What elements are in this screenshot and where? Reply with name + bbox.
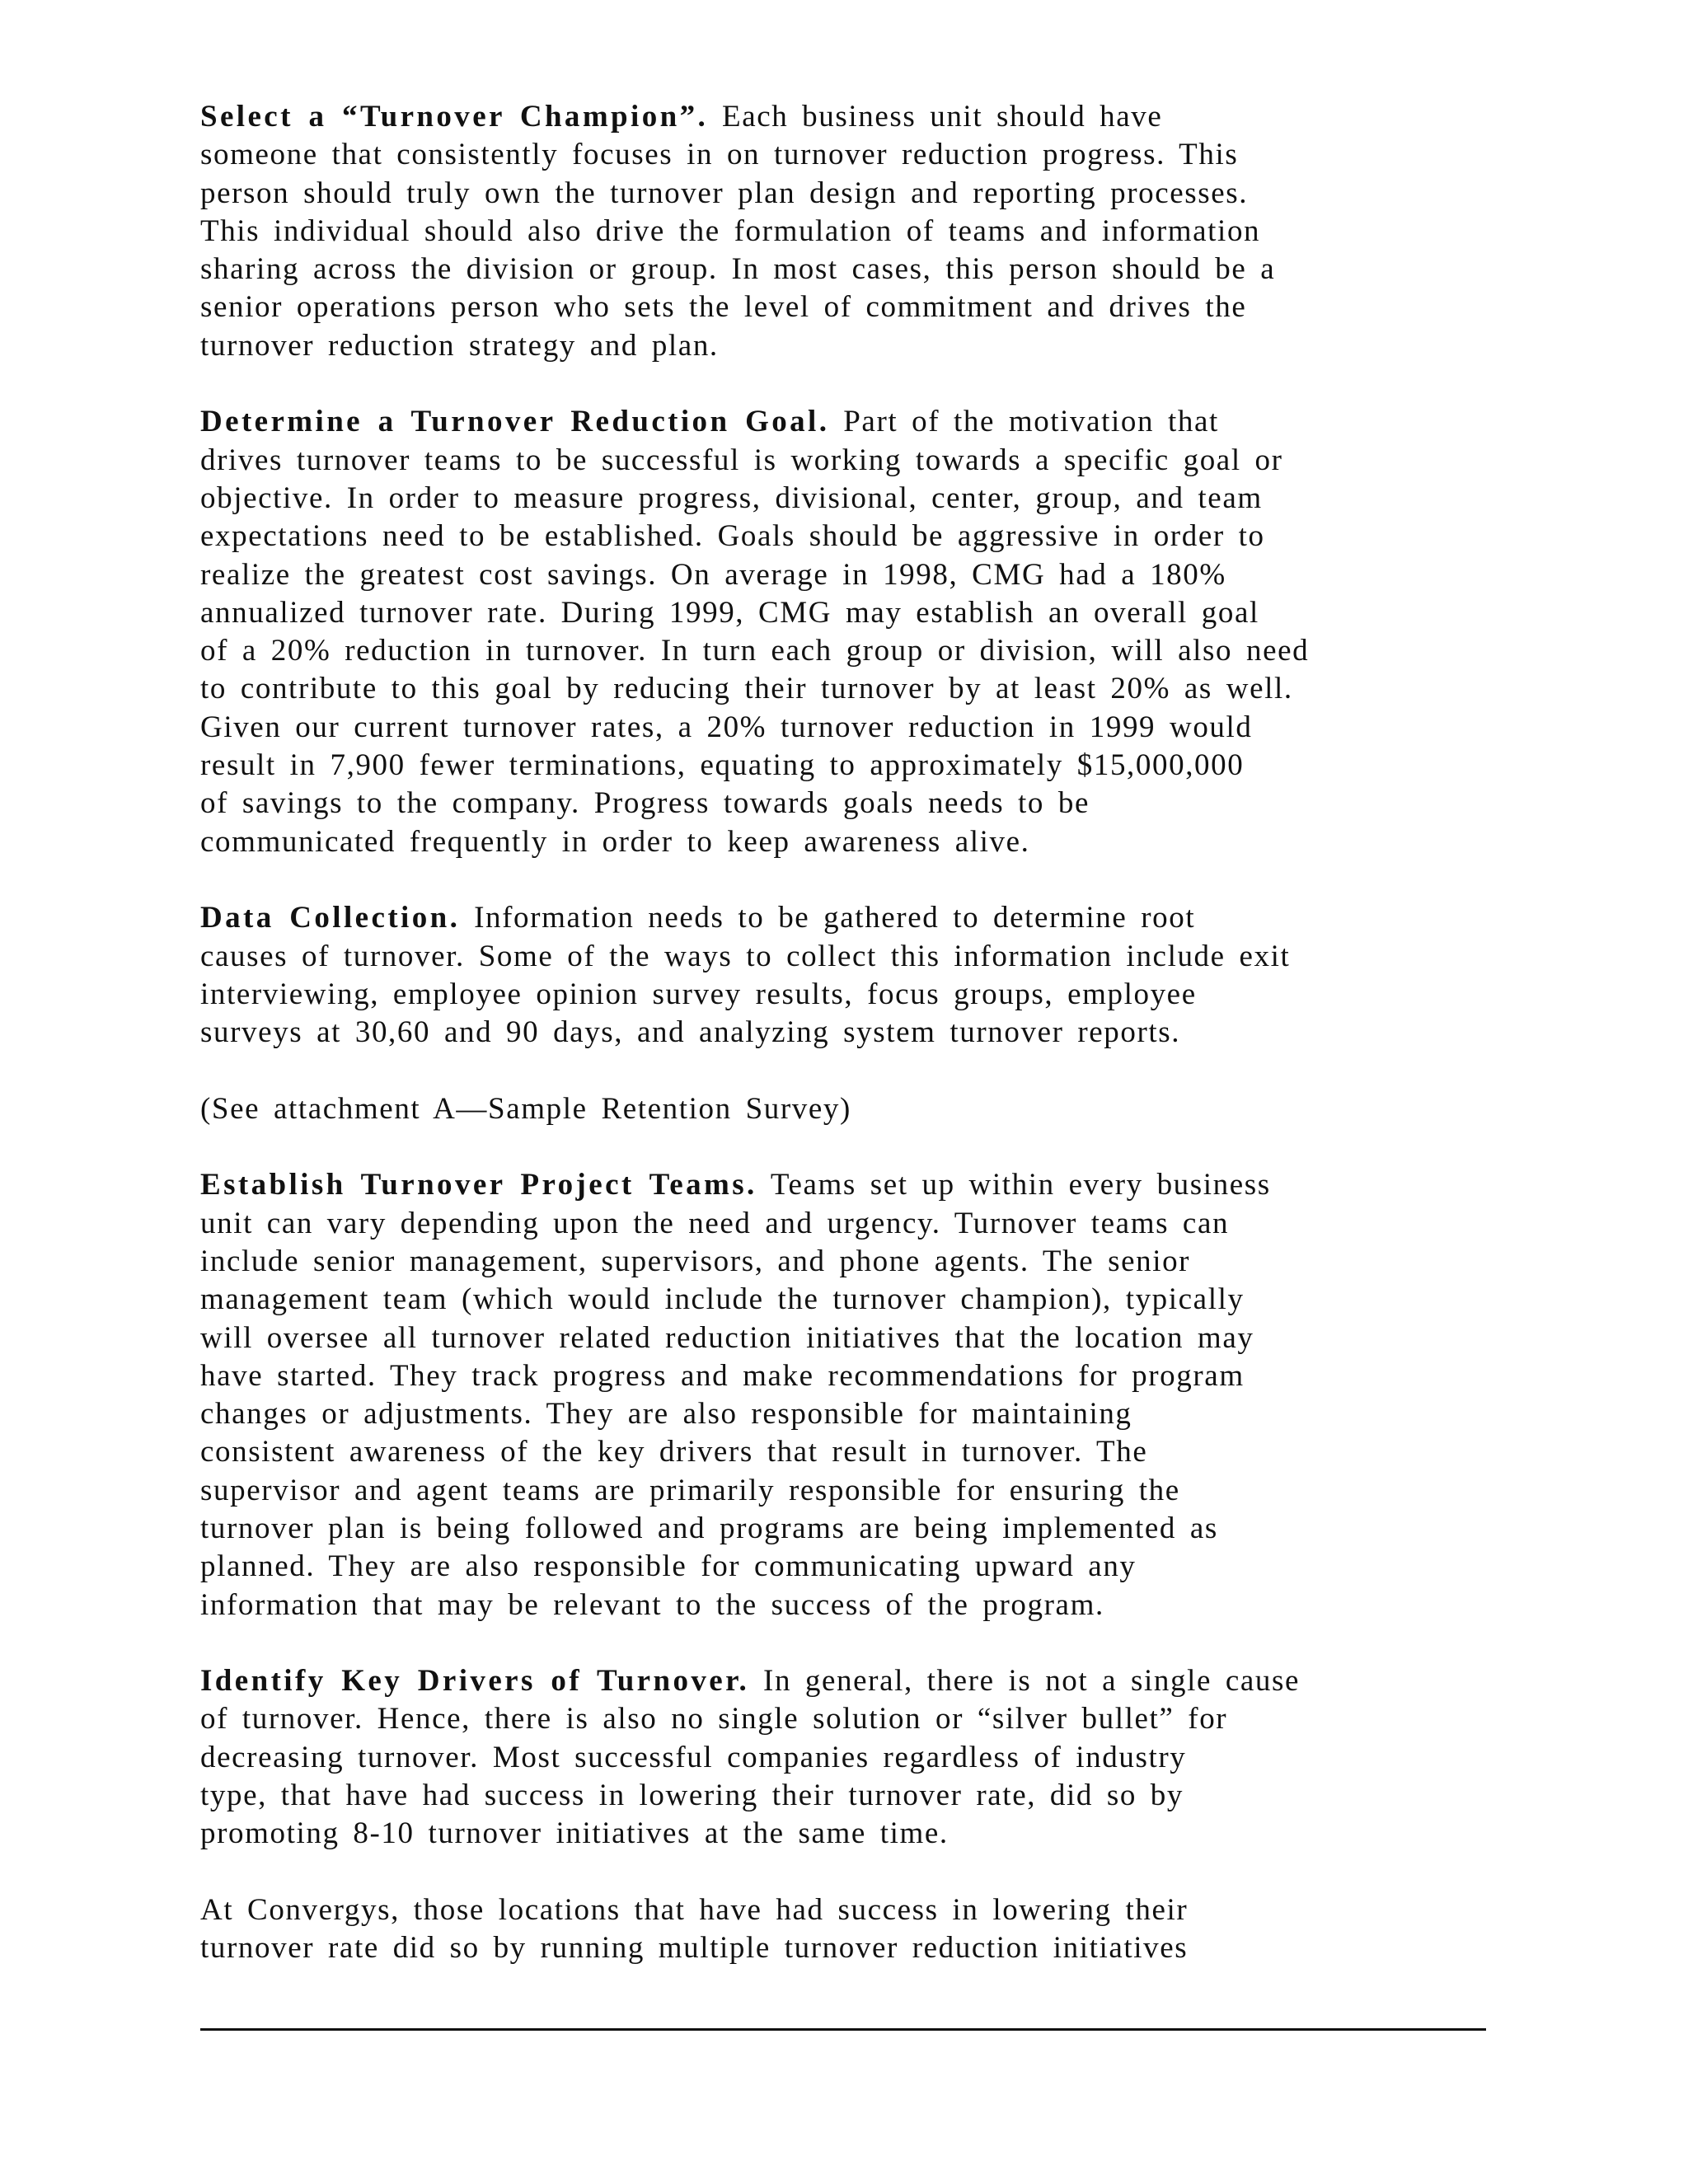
paragraph-heading: Identify Key Drivers of Turnover.	[200, 1664, 750, 1699]
paragraph-heading: Determine a Turnover Reduction Goal.	[200, 405, 830, 439]
paragraph-line: information that may be relevant to the success of the program.	[200, 1587, 1104, 1622]
paragraph-line: someone that consistently focuses in on turnover reduction progress. This	[200, 138, 1239, 172]
paragraph-line: decreasing turnover. Most successful companies regardless of industry	[200, 1740, 1187, 1774]
paragraph-convergys	[200, 1891, 1519, 1968]
paragraph-spacer	[200, 1624, 1519, 1662]
paragraph-line: annualized turnover rate. During 1999, CMG may establish an overall goal	[200, 595, 1259, 630]
paragraph-line: communicated frequently in order to keep awareness alive.	[200, 824, 1030, 859]
paragraph-line: result in 7,900 fewer terminations, equating to approximately $15,000,000	[200, 748, 1245, 783]
paragraph-line	[200, 899, 1519, 937]
paragraph-line: At Convergys, those locations that have had success in lowering their	[200, 1892, 1189, 1927]
paragraph-line: Given our current turnover rates, a 20% turnover reduction in 1999 would	[200, 710, 1253, 744]
paragraph-line: sharing across the division or group. In most cases, this person should be a	[200, 252, 1276, 287]
paragraph-line: drives turnover teams to be successful is working towards a specific goal or	[200, 443, 1283, 477]
paragraph-line: consistent awareness of the key drivers that result in turnover. The	[200, 1435, 1148, 1469]
paragraph-heading: Data Collection.	[200, 901, 461, 935]
paragraph-spacer	[200, 1854, 1519, 1891]
paragraph-spacer	[200, 1052, 1519, 1090]
paragraph-text: Teams set up within every business	[757, 1168, 1271, 1202]
paragraph-data-collection	[200, 899, 1519, 1052]
paragraph-reduction-goal	[200, 403, 1519, 861]
paragraph-line: surveys at 30,60 and 90 days, and analyzing system turnover reports.	[200, 1015, 1181, 1050]
paragraph-line: (See attachment A—Sample Retention Survey)	[200, 1091, 851, 1126]
paragraph-line: will oversee all turnover related reduction initiatives that the location may	[200, 1320, 1254, 1355]
paragraph-line: management team (which would include the turnover champion), typically	[200, 1282, 1245, 1317]
document-body	[200, 98, 1519, 1968]
paragraph-spacer	[200, 1128, 1519, 1166]
paragraph-line: type, that have had success in lowering their turnover rate, did so by	[200, 1779, 1184, 1813]
paragraph-heading: Establish Turnover Project Teams.	[200, 1168, 757, 1202]
paragraph-line: turnover reduction strategy and plan.	[200, 328, 719, 363]
paragraph-line: expectations need to be established. Goals should be aggressive in order to	[200, 519, 1265, 554]
paragraph-text: Each business unit should have	[708, 100, 1163, 134]
paragraph-line	[200, 98, 1519, 136]
paragraph-line: planned. They are also responsible for communicating upward any	[200, 1549, 1137, 1584]
paragraph-line: person should truly own the turnover plan design and reporting processes.	[200, 176, 1249, 210]
paragraph-text: In general, there is not a single cause	[749, 1664, 1301, 1699]
paragraph-line	[200, 1662, 1519, 1700]
paragraph-line: causes of turnover. Some of the ways to collect this information include exit	[200, 939, 1291, 973]
paragraph-attachment-note	[200, 1090, 1519, 1128]
paragraph-line: supervisor and agent teams are primarily responsible for ensuring the	[200, 1473, 1180, 1507]
paragraph-text: Part of the motivation that	[829, 405, 1219, 439]
paragraph-line	[200, 403, 1519, 441]
paragraph-line: unit can vary depending upon the need and urgency. Turnover teams can	[200, 1206, 1230, 1240]
paragraph-line: have started. They track progress and make recommendations for program	[200, 1358, 1245, 1393]
paragraph-line	[200, 1166, 1519, 1204]
paragraph-key-drivers	[200, 1662, 1519, 1853]
paragraph-line: turnover rate did so by running multiple turnover reduction initiatives	[200, 1931, 1189, 1966]
paragraph-line: realize the greatest cost savings. On average in 1998, CMG had a 180%	[200, 557, 1226, 592]
paragraph-spacer	[200, 365, 1519, 403]
paragraph-line: include senior management, supervisors, and phone agents. The senior	[200, 1244, 1191, 1278]
paragraph-line: promoting 8-10 turnover initiatives at the same time.	[200, 1816, 949, 1851]
paragraph-line: changes or adjustments. They are also responsible for maintaining	[200, 1397, 1132, 1432]
paragraph-text: Information needs to be gathered to determine root	[460, 901, 1196, 935]
paragraph-line: of savings to the company. Progress towards goals needs to be	[200, 786, 1090, 821]
paragraph-line: of a 20% reduction in turnover. In turn each group or division, will also need	[200, 634, 1310, 668]
paragraph-line: senior operations person who sets the level of commitment and drives the	[200, 290, 1247, 325]
paragraph-line: interviewing, employee opinion survey results, focus groups, employee	[200, 977, 1197, 1011]
paragraph-line: of turnover. Hence, there is also no single solution or “silver bullet” for	[200, 1702, 1228, 1736]
paragraph-heading: Select a “Turnover Champion”.	[200, 100, 709, 134]
paragraph-spacer	[200, 861, 1519, 899]
paragraph-line: objective. In order to measure progress, divisional, center, group, and team	[200, 480, 1263, 515]
footer-rule	[200, 2028, 1486, 2031]
paragraph-turnover-champion	[200, 98, 1519, 365]
paragraph-line: to contribute to this goal by reducing their turnover by at least 20% as well.	[200, 672, 1293, 706]
paragraph-line: turnover plan is being followed and programs are being implemented as	[200, 1511, 1218, 1545]
paragraph-project-teams	[200, 1166, 1519, 1624]
paragraph-line: This individual should also drive the formulation of teams and information	[200, 213, 1261, 248]
